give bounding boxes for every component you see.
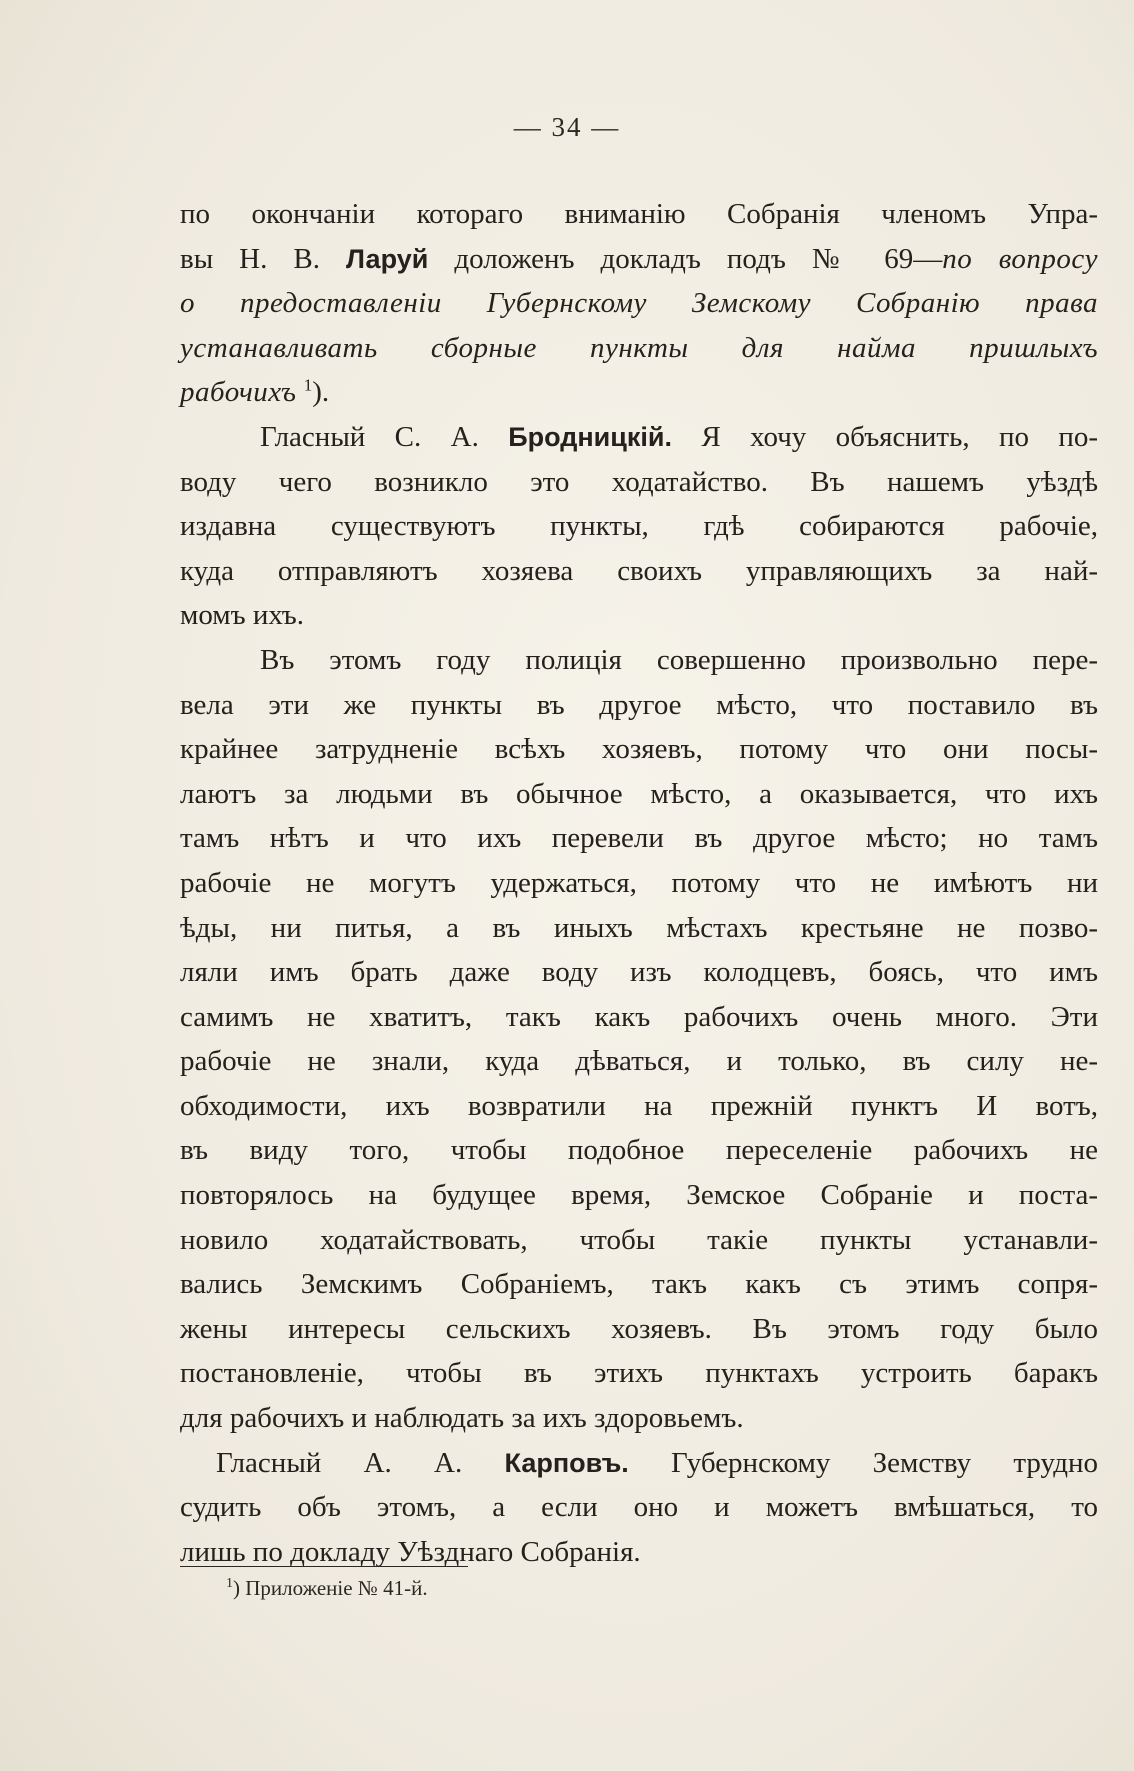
text-run: новило ходатайствовать, чтобы такіе пункты устанавли-: [180, 1223, 1098, 1256]
text-run: рабочіе не могутъ удержаться, потому что не имѣютъ ни: [180, 866, 1098, 899]
text-line: [180, 950, 1098, 995]
page-number: — 34 —: [513, 112, 621, 142]
speaker-name: Бродницкій.: [508, 421, 672, 452]
text-run: куда отправляютъ хозяева своихъ управляющихъ за най-: [180, 554, 1098, 587]
text-line: [180, 1530, 1098, 1575]
text-line: [180, 727, 1098, 772]
text-line: [180, 1485, 1098, 1530]
text-run: момъ ихъ.: [180, 599, 305, 632]
text-run: въ виду того, чтобы подобное переселеніе рабочихъ не: [180, 1134, 1098, 1167]
text-run: [297, 376, 304, 408]
text-run: ).: [312, 376, 330, 409]
text-line: [180, 1218, 1098, 1263]
text-line: [180, 1173, 1098, 1218]
text-run: Гласный А. А.: [216, 1446, 505, 1479]
italic-text: по вопросу: [942, 242, 1098, 275]
text-line: [180, 593, 1098, 638]
text-line: [180, 415, 1098, 460]
text-run: вела эти же пункты въ другое мѣсто, что поставило въ: [180, 688, 1098, 721]
italic-text: о предоставленіи Губернскому Земскому Собранію права: [180, 287, 1098, 320]
text-line: [180, 1307, 1098, 1352]
footnote-marker: 1: [226, 1576, 233, 1591]
italic-text: рабочихъ: [180, 376, 297, 409]
text-line: [180, 906, 1098, 951]
text-run: лаютъ за людьми въ обычное мѣсто, а оказывается, что ихъ: [180, 777, 1098, 810]
text-line: [180, 1396, 1098, 1441]
text-run: по окончаніи котораго вниманію Собранія членомъ Упра-: [180, 198, 1098, 230]
text-line: [180, 861, 1098, 906]
text-line: [180, 1441, 1098, 1486]
text-run: лишь по докладу Уѣзднаго Собранія.: [180, 1535, 641, 1568]
footnote-rule: [180, 1566, 468, 1567]
speaker-name: Ларуй: [345, 243, 429, 274]
text-run: самимъ не хватитъ, такъ какъ рабочихъ очень много. Эти: [180, 1000, 1098, 1033]
text-run: крайнее затрудненіе всѣхъ хозяевъ, потому что они посы-: [180, 733, 1098, 766]
text-run: тамъ нѣтъ и что ихъ перевели въ другое мѣсто; но тамъ: [180, 822, 1098, 855]
text-run: доложенъ докладъ подъ № 69—: [428, 242, 943, 275]
text-line: [180, 638, 1098, 683]
text-line: [180, 816, 1098, 861]
footnote: [226, 1576, 428, 1601]
speaker-name: Карповъ.: [504, 1447, 629, 1478]
text-line: [180, 370, 1098, 415]
text-line: [180, 326, 1098, 371]
text-run: для рабочихъ и наблюдать за ихъ здоровьемъ.: [180, 1402, 744, 1435]
text-run: Въ этомъ году полиція совершенно произвольно пере-: [260, 643, 1098, 676]
text-line: [180, 772, 1098, 817]
text-line: [180, 281, 1098, 326]
text-line: [180, 1084, 1098, 1129]
text-run: издавна существуютъ пункты, гдѣ собираются рабочіе,: [180, 510, 1098, 543]
text-line: [180, 237, 1098, 282]
body-text: [180, 192, 1098, 1574]
text-run: Я хочу объяснить, по по-: [672, 420, 1099, 453]
italic-text: устанавливать сборные пункты для найма пришлыхъ: [180, 331, 1098, 364]
text-run: ѣды, ни питья, а въ иныхъ мѣстахъ крестьяне не позво-: [180, 911, 1098, 944]
text-run: судить объ этомъ, а если оно и можетъ вмѣшаться, то: [180, 1491, 1098, 1524]
footnote-text: ) Приложеніе № 41-й.: [233, 1576, 428, 1600]
text-run: рабочіе не знали, куда дѣваться, и только, въ силу не-: [180, 1045, 1098, 1078]
text-line: [180, 1039, 1098, 1084]
text-run: постановленіе, чтобы въ этихъ пунктахъ устроить баракъ: [180, 1357, 1098, 1390]
footnote-reference: 1: [303, 375, 313, 395]
text-run: обходимости, ихъ возвратили на прежній пунктъ И вотъ,: [180, 1089, 1098, 1122]
text-line: [180, 683, 1098, 728]
text-run: Гласный С. А.: [260, 420, 509, 453]
text-line: [180, 995, 1098, 1040]
text-line: [180, 549, 1098, 594]
text-line: [180, 1351, 1098, 1396]
text-run: повторялось на будущее время, Земское Собраніе и поста-: [180, 1179, 1098, 1212]
text-run: жены интересы сельскихъ хозяевъ. Въ этомъ году было: [180, 1312, 1098, 1345]
text-line: [180, 460, 1098, 505]
text-line: [180, 504, 1098, 549]
text-run: Губернскому Земству трудно: [628, 1446, 1098, 1479]
text-line: [180, 192, 1098, 237]
text-run: вались Земскимъ Собраніемъ, такъ какъ съ этимъ сопря-: [180, 1268, 1098, 1301]
text-run: вы Н. В.: [180, 242, 346, 275]
text-run: ляли имъ брать даже воду изъ колодцевъ, боясь, что имъ: [180, 956, 1098, 989]
text-line: [180, 1262, 1098, 1307]
text-line: [180, 1128, 1098, 1173]
text-run: воду чего возникло это ходатайство. Въ нашемъ уѣздѣ: [180, 465, 1098, 498]
